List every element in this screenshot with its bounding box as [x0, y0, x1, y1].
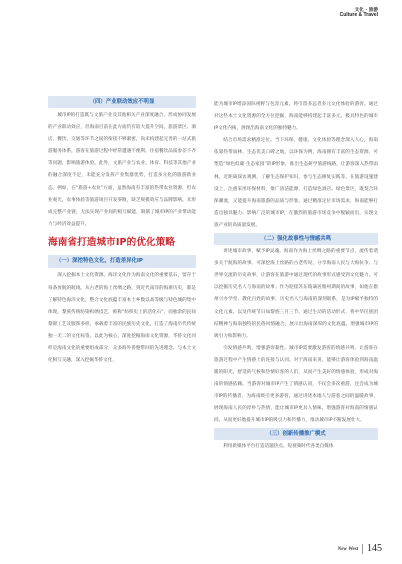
- section-title: 海南省打造城市IP的优化策略: [48, 236, 176, 248]
- paragraph: 能为城市IP增添国际视野与包容元素。将引留多远者多元文化体验的游客。通过对这些本土文化资源的全方位挖掘，海南能够构建起丰富多元、极具特色的城市IP文化内核，展现出海南文化的独特魅力。: [214, 102, 378, 132]
- left-column: [48, 96, 196, 367]
- paragraph: 讲述城市故事，赋予IP灵魂。海南作为海上丝绸之路的重要节点，流传着诸多关于航海的故事。可深挖海上丝路的古老传说，分享海南人民与大海抗争、与世界交流的历史故事，让游客在旅游中通过现代的故事形式感受到文化魅力。可以挖掘历史名人与海南的故事。作为迎接苏东坡谪居儋州期间的故事，如他在儋州兴办学堂、教化百姓的故事，历史名人与海南的深刻联系，是为IP赋予独特的文化元素。以及传统节日如黎族三月三节，通过生动的活动形式、将中华民族团结精神与海南独特的民俗风情融合，展示出海南深厚的文化底蕴，增强城市IP的吸引力和影响力。: [214, 249, 378, 339]
- subheading-storytelling: （二）强化故事性与情感共鸣: [214, 233, 378, 245]
- subheading-promotion: （三）创新传播推广模式: [214, 428, 378, 440]
- magazine-name: New West: [337, 545, 359, 552]
- right-column: [214, 99, 378, 454]
- paragraph: 引发情感共鸣，增强游客黏性。城市IP需要激发游客的情感共鸣，让游客在旅游过程中产生情感上的连接与认同。对于海南来说，能够让游客体验到海南温暖的阳光、舒适的气候和热情好客的人们，从而产生美好的情感体验，形成对海南的情感依赖。当游客对城市IP产生了情感认同，不仅会多次重游，还会成为城市IP的传播者，为海南吸引更多游客。通过讲述本地人与游客之间的温暖故事，展现海南人民的淳朴与热情，能让城市IP更具人情味，增强游客对海南的情感认同。从而更好地提升城市IP的吸引力和传播力，推动城市IP不断发展壮大。: [214, 345, 378, 424]
- page-number: 145: [367, 543, 382, 554]
- paragraph: 结合市场需求精准定位。当下环保、健康、文化体验等理念深入人心，海南依靠热带雨林、生态优美口碑之地。以环保为例，海南拥有丰富的生态资源，可塑造“绿色低碳·生态家园”的IP形象，推出生态研学旅游线路，让游客深入热带雨林，近距离探访观测，了解生态保护知识，参与生态修复实践等。在旅游设施建设上，注重采用环保材料，推广清洁能源，打造绿色酒店、绿色景区，既契合环保潮流，又能提升海南旅游的品质与形象，通过精准定位市场需求，海南能够打造出独具魅力、影响广泛的城市IP，在激烈的旅游市场竞争中脱颖而出，实现文旅产业的高质量发展。: [214, 138, 378, 228]
- subheading-industry-linkage: （四）产业联动效应不明显: [48, 96, 196, 108]
- footer-divider: [362, 544, 363, 554]
- section-label-cn: 文化 · 旅游: [354, 8, 378, 13]
- page-footer: [338, 543, 383, 554]
- section-label-en: Culture & Travel: [339, 12, 378, 19]
- page-header: [340, 8, 378, 19]
- paragraph: 深入挖掘本土文化资源。海洋文化作为海南文化的重要基石，留存于每条放航的航线。从古老的海上丝绸之路，到近代南洋的海难历史，都是了解特色海洋文化，整合文化底蕴丰富本土乡数以高等级与特色城的集中体现。黎族传统纺染织绣技艺，被称“纺织史上的活化石”，而独余的民间黎锦工艺及服饰多样，承载着丰富的民族历史文化，打造了海南历代传统独一无二的文化标签。以此为核心，深度挖掘海南文化资源，华侨文化同样是海南文化的重要组成部分，众多海外侨胞带回的先进理念、与本土文化相互交融，深入挖掘华侨文化，: [48, 273, 196, 364]
- subheading-differentiated-ip: （一）深挖特色文化，打造差异化IP: [48, 255, 196, 269]
- paragraph: 城市IP的打造既与文旅产业及其他相关产业深度融合，形成协同发展的产业联动效应，但海南目前在此方面仍有较大提升空间。旅游景区、酒店、餐饮、交通等环节之间的衔接不够紧密，尚未构建起完善的一站式旅游服务体系，游客在旅游过程中经常遭遇不便利、住宿餐饮品质参差不齐等问题，影响旅游体验。此外，文旅产业与农业、体育、科技等其他产业的融合深度不足，未能充分发挥产业集群优势，打造多元化的旅游新业态。例如，在“旅游+农业”方面，虽然海南有丰富的热带农业资源，但农业观光、农事体验等旅游项目开发零散，缺乏规模效应与品牌影响。未形成完整产业链，无法实现产业间的相互赋能，限制了城市IP的产业带动能力与经济效益提升。: [48, 113, 196, 227]
- paragraph: 利用新媒体平台打造话题热点。短视频时代各类自媒体: [223, 444, 334, 450]
